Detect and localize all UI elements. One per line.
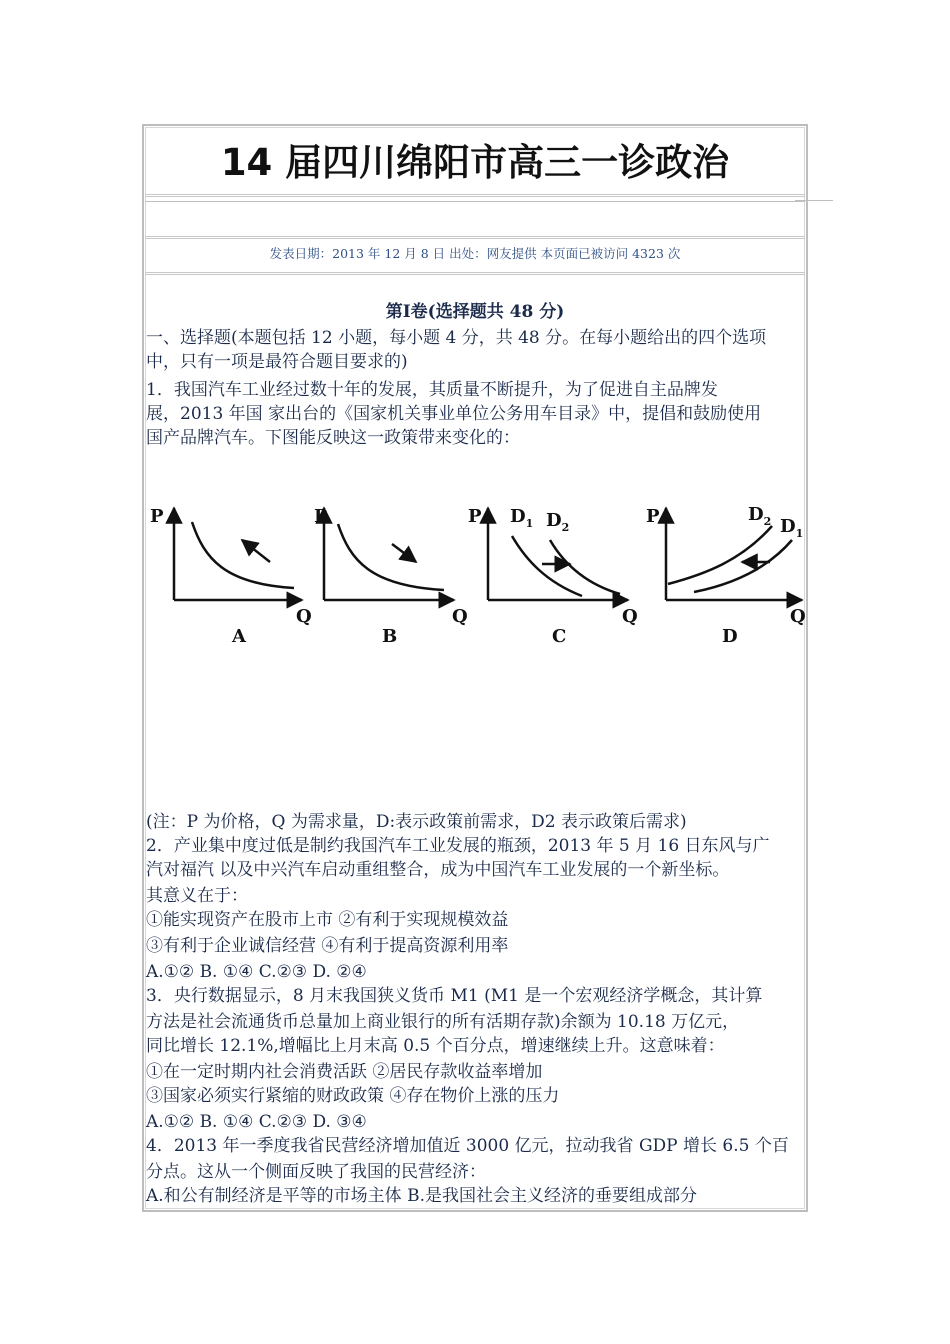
- question-2-option-line: ③有利于企业诚信经营 ④有利于提高资源利用率: [146, 936, 509, 956]
- graph-panel-d: [646, 504, 806, 646]
- curve-label-d1: $D_1$: [510, 506, 534, 530]
- meta-divider-bottom: [145, 272, 805, 275]
- figure-note: (注：P 为价格，Q 为需求量，D:表示政策前需求，D2 表示政策后需求): [146, 812, 687, 832]
- meta-divider-top: [145, 236, 805, 239]
- question-1-line: 展，2013 年国 家出台的《国家机关事业单位公务用车目录》中，提倡和鼓励使用: [146, 404, 762, 424]
- curve-label-d2: $D_2$: [546, 510, 570, 534]
- page-title: 14 届四川绵阳市高三一诊政治: [220, 141, 730, 184]
- question-2-option-line: ①能实现资产在股市上市 ②有利于实现规模效益: [146, 910, 509, 930]
- title-divider-lower: [145, 201, 805, 202]
- axis-q-label: Q: [790, 606, 806, 627]
- question-3-line: 3．央行数据显示，8 月末我国狭义货币 M1 (M1 是一个宏观经济学概念，其计算: [146, 986, 763, 1006]
- axis-q-label: Q: [452, 606, 468, 627]
- title-divider: [145, 194, 805, 197]
- question-2-line: 汽对福汽 以及中兴汽车启动重组整合，成为中国汽车工业发展的一个新坐标。: [146, 860, 730, 880]
- question-3-answers: A.①② B. ①④ C.②③ D. ③④: [146, 1112, 367, 1132]
- demand-curve: [338, 524, 444, 590]
- axis-q-label: Q: [296, 606, 312, 627]
- axis-q-label: Q: [622, 606, 638, 627]
- panel-label: C: [552, 626, 567, 646]
- intro-line: 中，只有一项是最符合题目要求的): [146, 352, 408, 372]
- graph-panel-b: [314, 506, 468, 646]
- axis-p-label: P: [150, 506, 164, 527]
- panel-label: D: [722, 626, 738, 646]
- question-4-option-line: A.和公有制经济是平等的市场主体 B.是我国社会主义经济的垂要组成部分: [146, 1186, 697, 1206]
- demand-curve-figure: [146, 496, 808, 646]
- axis-p-label: P: [646, 506, 660, 527]
- axis-p-label: P: [314, 506, 328, 527]
- question-2-line: 其意义在于：: [146, 886, 248, 906]
- question-4-line: 4．2013 年一季度我省民营经济增加值近 3000 亿元，拉动我省 GDP 增长 6.5 个百: [146, 1136, 789, 1156]
- section-heading: 第Ⅰ卷(选择题共 48 分): [385, 302, 565, 322]
- intro-line: 一、选择题(本题包括 12 小题，每小题 4 分，共 48 分。在每小题给出的四个选项: [146, 328, 767, 348]
- question-3-line: 方法是社会流通货币总量加上商业银行的所有活期存款)余额为 10.18 万亿元，: [146, 1012, 740, 1032]
- question-4-line: 分点。这从一个侧面反映了我国的民营经济：: [146, 1162, 486, 1182]
- question-3-option-line: ①在一定时期内社会消费活跃 ②居民存款收益率增加: [146, 1062, 543, 1082]
- question-2-answers: A.①② B. ①④ C.②③ D. ②④: [146, 962, 367, 982]
- panel-label: A: [232, 626, 246, 646]
- demand-curve-d1: [694, 540, 792, 592]
- publish-info: 发表日期：2013 年 12 月 8 日 出处：网友提供 本页面已被访问 4323 次: [269, 246, 681, 261]
- question-1-line: 国产品牌汽车。下图能反映这一政策带来变化的：: [146, 428, 520, 448]
- question-1-line: 1．我国汽车工业经过数十年的发展，其质量不断提升，为了促进自主品牌发: [146, 380, 718, 400]
- question-2-line: 2．产业集中度过低是制约我国汽车工业发展的瓶颈，2013 年 5 月 16 日东风与广: [146, 836, 770, 856]
- demand-curve-d2: [668, 526, 772, 584]
- panel-label: B: [382, 626, 398, 646]
- curve-label-d1: $D_1$: [780, 516, 804, 540]
- shift-arrow: [392, 544, 416, 562]
- graph-panel-a: [150, 506, 312, 646]
- graph-panel-c: [468, 506, 638, 646]
- axis-p-label: P: [468, 506, 482, 527]
- question-3-line: 同比增长 12.1%,增幅比上月末高 0.5 个百分点，增速继续上升。这意味着：: [146, 1036, 725, 1056]
- question-3-option-line: ③国家必须实行紧缩的财政政策 ④存在物价上涨的压力: [146, 1086, 560, 1106]
- shift-arrow: [242, 540, 270, 562]
- demand-curve: [192, 522, 294, 588]
- curve-label-d2: $D_2$: [748, 504, 772, 528]
